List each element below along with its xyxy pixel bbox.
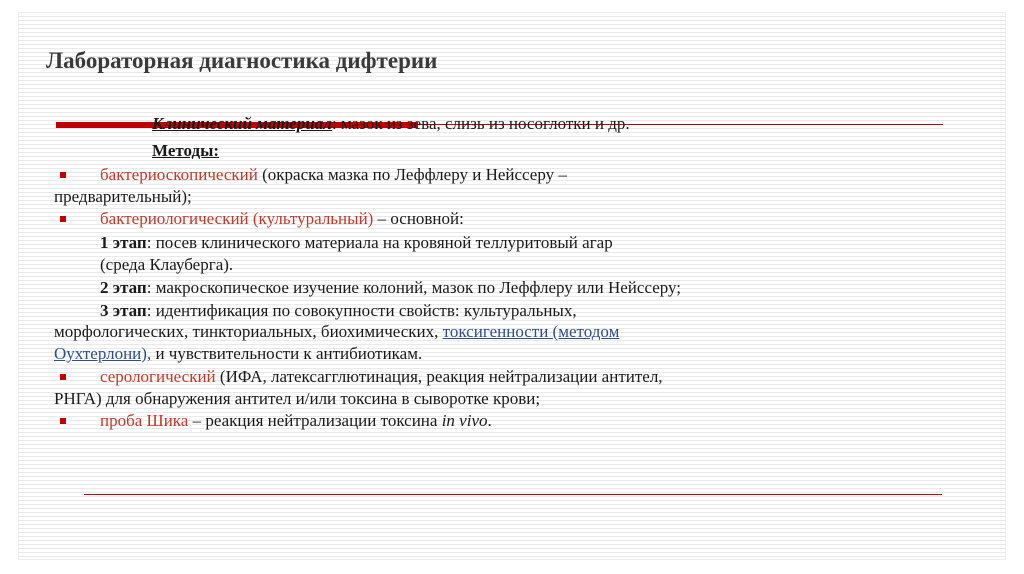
method-text: – основной: [373, 209, 464, 228]
method-name: серологический [100, 367, 216, 386]
stage-3 [100, 301, 577, 321]
stage-1-cont: (среда Клауберга). [100, 255, 234, 274]
stage-2 [100, 278, 681, 298]
in-vivo-text: in vivo [441, 411, 488, 430]
period: . [487, 411, 492, 430]
bullet-serologic-cont: РНГА) для обнаружения антител и/или токсина в сыворотке крови; [54, 389, 541, 408]
bullet-icon [60, 216, 66, 222]
bullet-serologic [100, 367, 663, 387]
method-name: проба Шика [100, 411, 189, 430]
stage-3-cont-text: морфологических, тинкториальных, биохимических, [54, 322, 443, 341]
stage-text: : макроскопическое изучение колоний, мазок по Леффлеру или Нейссеру; [146, 278, 682, 297]
stage-label: 2 этап [100, 278, 147, 297]
clinical-material-line [152, 114, 630, 134]
stage-1 [100, 233, 613, 253]
stage-3-cont2 [54, 344, 422, 364]
clinical-material-label: Клинический материал [152, 114, 333, 133]
methods-label: Методы: [152, 141, 220, 160]
method-text: (окраска мазка по Леффлеру и Нейссеру – [257, 165, 567, 184]
methods-heading [152, 141, 219, 161]
bullet-icon [60, 418, 66, 424]
stage-label: 1 этап [100, 233, 147, 252]
toxigenicity-link[interactable]: токсигенности (методом [442, 322, 620, 341]
ouchterlony-link[interactable]: Оухтерлони), [54, 344, 152, 363]
bullet-bacterioscopic-cont: предварительный); [54, 187, 192, 206]
bullet-schick-test [100, 411, 492, 431]
stage-label: 3 этап [100, 301, 147, 320]
method-name: бактериоскопический [100, 165, 258, 184]
bullet-icon [60, 374, 66, 380]
clinical-material-text: : мазок из зева, слизь из носоглотки и др. [332, 114, 630, 133]
stage-3-cont [54, 322, 619, 342]
method-text: (ИФА, латексагглютинация, реакция нейтрализации антител, [215, 367, 663, 386]
stage-text: : посев клинического материала на кровяной теллуритовый агар [146, 233, 613, 252]
method-text: – реакция нейтрализации токсина [188, 411, 442, 430]
bullet-bacteriologic [100, 209, 464, 229]
page-title: Лабораторная диагностика дифтерии [46, 48, 438, 73]
stage-3-cont2-text: и чувствительности к антибиотикам. [151, 344, 423, 363]
bullet-bacterioscopic [100, 165, 567, 185]
stage-text: : идентификация по совокупности свойств: культуральных, [146, 301, 577, 320]
method-name: бактериологический (культуральный) [100, 209, 374, 228]
bullet-icon [60, 172, 66, 178]
footer-line [84, 494, 942, 495]
